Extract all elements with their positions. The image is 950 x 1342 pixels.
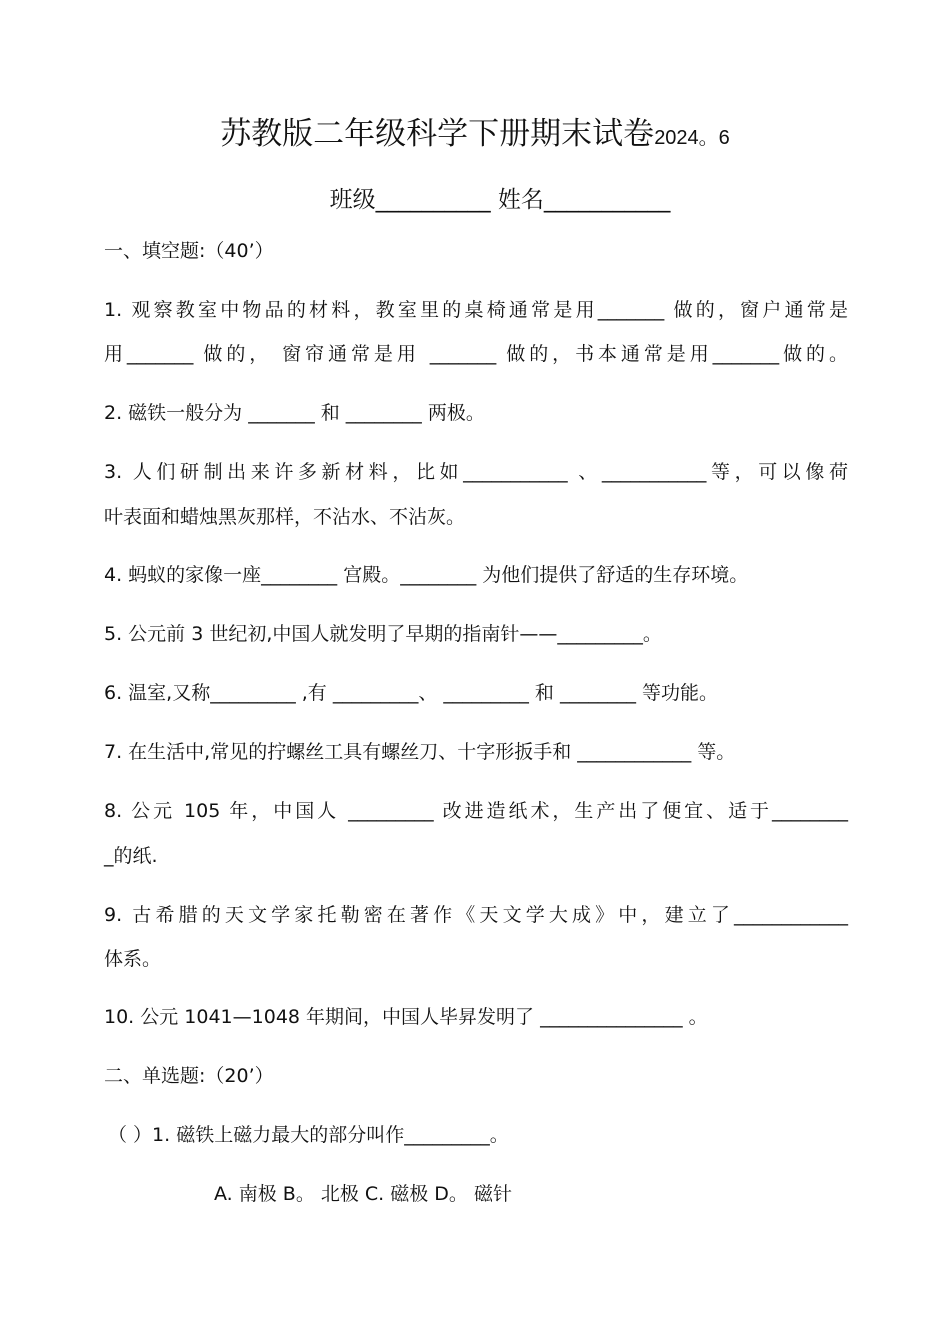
question-6: 6. 温室,又称_________ ,有 _________、 _________ 和 ________ 等功能。 — [104, 682, 718, 704]
question-7: 7. 在生活中,常见的拧螺丝工具有螺丝刀、十字形扳手和 ____________ 等。 — [104, 741, 736, 763]
exam-title — [0, 112, 950, 160]
question-8-line-1: 8. 公元 105 年，中国人 _________ 改进造纸术，生产出了便宜、适于________ — [104, 800, 848, 822]
question-9-line-1: 9. 古希腊的天文学家托勒密在著作《天文学大成》中，建立了____________ — [104, 904, 848, 926]
title-text: 苏教版二年级科学下册期末试卷 — [220, 116, 655, 152]
question-5: 5. 公元前 3 世纪初,中国人就发明了早期的指南针——_________。 — [104, 623, 662, 645]
question-3-line-1: 3. 人们研制出来许多新材料，比如___________ 、___________等，可以像荷 — [104, 461, 848, 483]
choice-question-1-options: A. 南极 B。 北极 C. 磁极 D。 磁针 — [214, 1183, 512, 1205]
question-3-line-2: 叶表面和蜡烛黑灰那样，不沾水、不沾灰。 — [104, 506, 466, 528]
exam-date: 2024。6 — [654, 127, 730, 149]
question-9-line-2: 体系。 — [104, 948, 162, 970]
question-2: 2. 磁铁一般分为 _______ 和 ________ 两极。 — [104, 402, 485, 424]
choice-question-1: （ ）1. 磁铁上磁力最大的部分叫作_________。 — [108, 1124, 509, 1146]
class-name-line: 班级__________ 姓名___________ — [329, 187, 671, 213]
question-1-line-1: 1. 观察教室中物品的材料，教室里的桌椅通常是用_______ 做的，窗户通常是 — [104, 299, 848, 321]
question-4: 4. 蚂蚁的家像一座________ 宫殿。________ 为他们提供了舒适的生存环境。 — [104, 564, 749, 586]
question-1-line-2: 用_______ 做的， 窗帘通常是用 _______ 做的，书本通常是用_______做的。 — [104, 343, 848, 365]
section2-heading: 二、单选题:（20’） — [104, 1065, 274, 1087]
section1-heading: 一、填空题:（40’） — [104, 240, 274, 262]
question-8-line-2: _的纸. — [104, 845, 158, 867]
question-10: 10. 公元 1041—1048 年期间，中国人毕昇发明了 _______________ 。 — [104, 1006, 708, 1028]
